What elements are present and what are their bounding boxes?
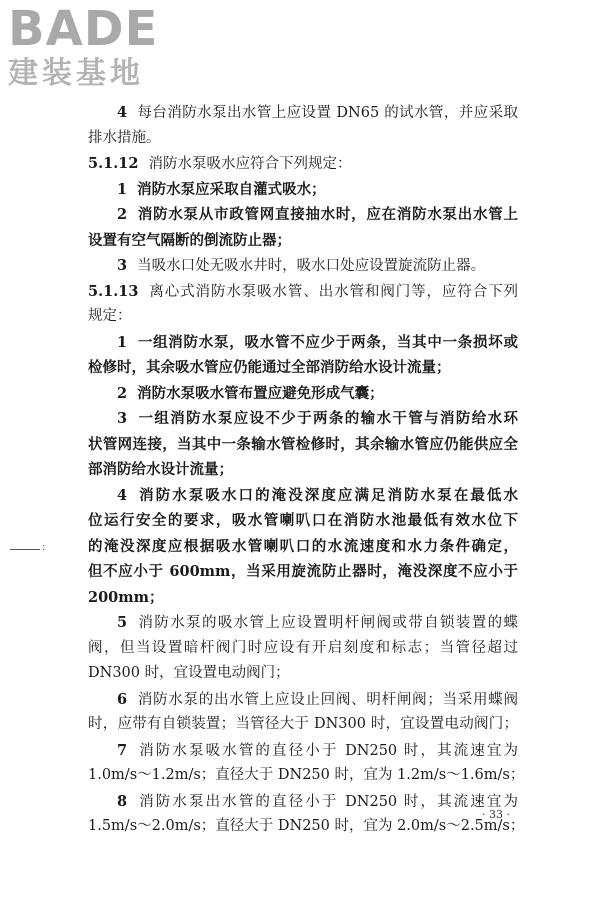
- clause-number: 6: [117, 690, 128, 708]
- line-text: 检修时，其余吸水管应仍能通过全部消防给水设计流量；: [88, 359, 451, 376]
- page-number: · 33 ·: [482, 808, 510, 821]
- clause-number: 4: [117, 104, 128, 121]
- logo: [8, 1, 178, 96]
- text-line: [88, 279, 518, 305]
- clause-number: 5.1.13: [88, 282, 139, 300]
- text-line: [88, 381, 518, 407]
- line-text: 一组消防水泵，吸水管不应少于两条，当其中一条损坏或: [137, 333, 518, 351]
- line-text: 消防水泵从市政管网直接抽水时，应在消防水泵出水管上: [137, 206, 518, 223]
- clause-number: 7: [117, 741, 128, 759]
- document-body: [88, 100, 525, 840]
- text-line: [88, 100, 518, 126]
- text-line: [88, 534, 518, 560]
- text-line: [88, 585, 518, 611]
- line-text: 消防水泵应采取自灌式吸水；: [137, 180, 326, 198]
- clause-number: 2: [117, 206, 128, 223]
- line-text: 一组消防水泵应设不少于两条的输水干管与消防给水环: [137, 410, 518, 427]
- line-text: 每台消防水泵出水管上应设置 DN65 的试水管，并应采取: [137, 105, 518, 121]
- clause-number: 1: [117, 180, 128, 198]
- text-line: [88, 228, 518, 254]
- text-line: [88, 126, 518, 152]
- line-text: DN300 时，宜设置电动阀门；: [88, 665, 290, 681]
- text-line: [88, 636, 518, 662]
- text-line: [88, 687, 518, 713]
- clause-number: 5: [117, 614, 128, 631]
- line-text: 消防水泵的吸水管上应设置明杆闸阀或带自锁装置的蝶: [137, 615, 518, 631]
- line-text: 规定：: [88, 308, 132, 324]
- line-text: 设置有空气隔断的倒流防止器；: [88, 231, 291, 249]
- clause-number: 8: [117, 792, 128, 810]
- text-line: [88, 661, 518, 687]
- line-text: 的淹没深度应根据吸水管喇叭口的水流速度和水力条件确定，: [88, 537, 518, 555]
- text-line: [88, 177, 518, 203]
- text-line: [88, 763, 525, 789]
- margin-mark: [10, 549, 40, 550]
- logo-brand: BADE: [8, 1, 159, 57]
- clause-number: 1: [117, 333, 128, 351]
- text-line: [88, 457, 518, 483]
- text-line: [88, 304, 518, 330]
- line-text: 1.5m/s～2.0m/s；直径大于 DN250 时，宜为 2.0m/s～2.5m/s；: [88, 818, 525, 834]
- line-text: 时，应带有自锁装置；当管径大于 DN300 时，宜设置电动阀门；: [88, 716, 518, 732]
- margin-mark-dot: :: [42, 542, 46, 553]
- line-text: 消防水泵吸水口的淹没深度应满足消防水泵在最低水: [137, 486, 518, 504]
- text-line: [88, 202, 518, 228]
- clause-number: 2: [117, 384, 128, 402]
- text-line: [88, 355, 518, 381]
- clause-number: 5.1.12: [88, 155, 139, 172]
- line-text: 1.0m/s～1.2m/s；直径大于 DN250 时，宜为 1.2m/s～1.6m/s；: [88, 767, 525, 783]
- text-line: [88, 151, 518, 177]
- line-text: 消防水泵吸水管布置应避免形成气囊；: [137, 384, 384, 402]
- line-text: 当吸水口处无吸水井时，吸水口处应设置旋流防止器。: [137, 258, 486, 274]
- line-text: 位运行安全的要求，吸水管喇叭口在消防水池最低有效水位下: [88, 512, 518, 529]
- text-line: [88, 406, 518, 432]
- clause-number: 3: [117, 410, 128, 427]
- line-text: 消防水泵出水管的直径小于 DN250 时，其流速宜为: [137, 793, 518, 810]
- clause-number: 3: [117, 257, 128, 274]
- text-line: [88, 559, 518, 585]
- line-text: 消防水泵吸水管的直径小于 DN250 时，其流速宜为: [137, 742, 518, 759]
- line-text: 消防水泵的出水管上应设止回阀、明杆闸阀；当采用蝶阀: [137, 691, 518, 708]
- text-line: [88, 330, 518, 356]
- line-text: 排水措施。: [88, 129, 161, 146]
- text-line: [88, 712, 518, 738]
- logo-subtitle: 建装基地: [8, 56, 144, 91]
- line-text: 200mm；: [88, 588, 164, 606]
- line-text: 状管网连接，当其中一条输水管检修时，其余输水管应仍能供应全: [88, 435, 518, 453]
- text-line: [88, 508, 518, 534]
- line-text: 部消防给水设计流量；: [88, 461, 233, 478]
- text-line: [88, 253, 518, 279]
- text-line: [88, 483, 518, 509]
- line-text: 离心式消防水泵吸水管、出水管和阀门等，应符合下列: [148, 283, 518, 300]
- clause-number: 4: [117, 486, 128, 504]
- text-line: [88, 738, 518, 764]
- line-text: 阀，但当设置暗杆阀门时应设有开启刻度和标志；当管径超过: [88, 639, 518, 656]
- text-line: [88, 610, 518, 636]
- text-line: [88, 432, 518, 458]
- line-text: 消防水泵吸水应符合下列规定：: [148, 156, 352, 172]
- line-text: 但不应小于 600mm，当采用旋流防止器时，淹没深度不应小于: [88, 563, 518, 580]
